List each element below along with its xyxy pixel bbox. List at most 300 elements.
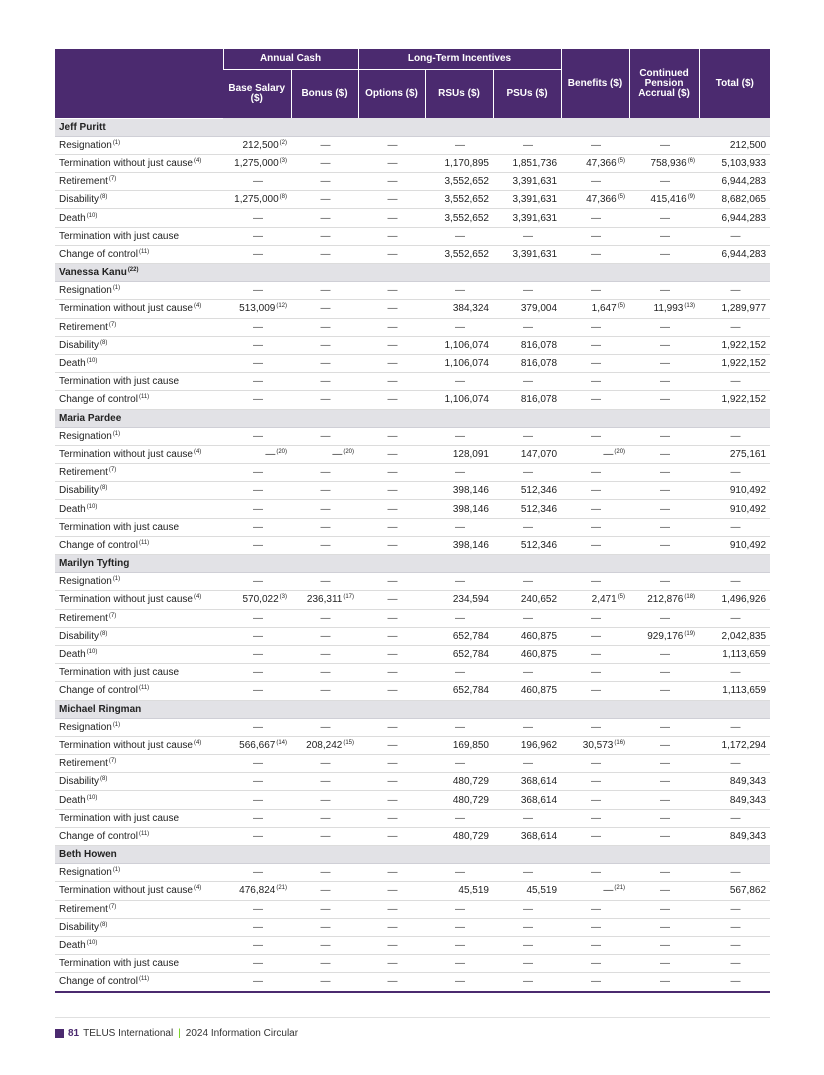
header-base-salary: Base Salary ($) — [223, 70, 291, 119]
cell-psus — [493, 391, 561, 409]
cell-value: 1,113,659 — [722, 649, 767, 661]
cell-rsus — [425, 336, 493, 354]
table-row — [55, 682, 770, 700]
cell-benefits — [561, 464, 629, 482]
cell-value: — — [660, 430, 671, 442]
footnote-ref: (18) — [684, 594, 696, 601]
cell-value: 234,594 — [452, 594, 489, 606]
table-row — [55, 645, 770, 663]
cell-psus — [493, 154, 561, 172]
cell-value: — — [387, 594, 398, 606]
cell-value: — — [320, 940, 331, 952]
footnote-ref: (4) — [193, 885, 202, 892]
cell-options — [358, 173, 425, 191]
event-label-text: Termination without just cause — [59, 448, 193, 460]
cell-psus — [493, 136, 561, 154]
cell-total — [699, 827, 770, 845]
cell-value: 1,275,000 — [234, 157, 279, 169]
cell-options — [358, 755, 425, 773]
cell-benefits — [561, 518, 629, 536]
cell-value: 212,500 — [242, 139, 279, 151]
cell-value: 212,500 — [729, 139, 767, 151]
footnote-ref: (11) — [138, 394, 150, 401]
cell-value: — — [660, 539, 671, 551]
cell-value: — — [253, 667, 263, 679]
cell-bonus — [291, 900, 358, 918]
cell-value: — — [660, 903, 671, 915]
page-footer — [55, 1028, 298, 1039]
cell-value: — — [730, 576, 741, 588]
cell-total — [699, 591, 770, 609]
cell-benefits — [561, 973, 629, 992]
cell-value: — — [253, 940, 263, 952]
cell-value: 3,391,631 — [512, 194, 558, 206]
cell-total — [699, 900, 770, 918]
event-label — [55, 464, 223, 482]
cell-benefits — [561, 536, 629, 554]
footnote-ref: (6) — [687, 157, 696, 164]
cell-bonus — [291, 354, 358, 372]
cell-psus — [493, 955, 561, 973]
cell-psus — [493, 827, 561, 845]
cell-pension — [629, 809, 699, 827]
cell-benefits — [561, 773, 629, 791]
cell-psus — [493, 191, 561, 209]
executive-name — [55, 555, 770, 573]
cell-bonus — [291, 682, 358, 700]
cell-rsus — [425, 664, 493, 682]
cell-value: — — [523, 921, 534, 933]
cell-bonus — [291, 736, 358, 754]
footnote-ref: (8) — [100, 485, 108, 492]
cell-value: 1,275,000 — [234, 194, 279, 206]
table-row — [55, 373, 770, 391]
cell-pension — [629, 282, 699, 300]
cell-value: — — [591, 940, 602, 952]
cell-value: 3,391,631 — [512, 212, 558, 224]
cell-value: — — [591, 503, 602, 515]
cell-value: — — [387, 739, 398, 751]
cell-value: — — [730, 867, 741, 879]
cell-value: — — [730, 667, 741, 679]
cell-value: — — [603, 885, 614, 897]
event-label — [55, 864, 223, 882]
cell-options — [358, 791, 425, 809]
cell-benefits — [561, 573, 629, 591]
cell-options — [358, 245, 425, 263]
cell-benefits — [561, 809, 629, 827]
cell-value: — — [523, 467, 534, 479]
table-row — [55, 227, 770, 245]
cell-pension — [629, 627, 699, 645]
cell-base-salary — [223, 318, 291, 336]
cell-value: — — [253, 958, 263, 970]
header-total: Total ($) — [699, 49, 770, 118]
table-row — [55, 955, 770, 973]
cell-value: — — [253, 321, 263, 333]
event-label-text: Termination with just cause — [59, 667, 180, 679]
cell-base-salary — [223, 936, 291, 954]
cell-value: — — [320, 612, 331, 624]
cell-value: — — [387, 630, 398, 642]
cell-base-salary — [223, 464, 291, 482]
cell-base-salary — [223, 209, 291, 227]
cell-total — [699, 354, 770, 372]
event-label — [55, 609, 223, 627]
cell-pension — [629, 136, 699, 154]
cell-total — [699, 136, 770, 154]
cell-pension — [629, 464, 699, 482]
cell-base-salary — [223, 191, 291, 209]
cell-value: — — [253, 776, 263, 788]
cell-psus — [493, 609, 561, 627]
cell-value: — — [387, 776, 398, 788]
cell-bonus — [291, 136, 358, 154]
footnote-ref: (7) — [108, 467, 117, 474]
cell-value: — — [455, 321, 465, 333]
footnote-ref: (1) — [112, 721, 121, 728]
table-row — [55, 354, 770, 372]
cell-value: 566,667 — [239, 739, 276, 751]
cell-value: — — [253, 903, 263, 915]
table-row — [55, 518, 770, 536]
cell-value: — — [660, 721, 671, 733]
cell-rsus — [425, 645, 493, 663]
cell-value: — — [523, 758, 534, 770]
event-label-text: Death — [59, 212, 86, 224]
cell-pension — [629, 682, 699, 700]
cell-base-salary — [223, 955, 291, 973]
event-label-text: Termination with just cause — [59, 230, 180, 242]
cell-rsus — [425, 736, 493, 754]
cell-value: — — [320, 758, 331, 770]
cell-value: — — [660, 867, 671, 879]
cell-value: — — [455, 521, 465, 533]
cell-value: 5,103,933 — [721, 157, 767, 169]
event-label — [55, 591, 223, 609]
table-row — [55, 718, 770, 736]
cell-pension — [629, 209, 699, 227]
footnote-ref: (2) — [279, 139, 287, 146]
cell-pension — [629, 154, 699, 172]
cell-value: — — [387, 285, 398, 297]
cell-value: — — [387, 667, 398, 679]
cell-value: — — [320, 867, 331, 879]
footnote-ref: (10) — [86, 503, 98, 510]
cell-options — [358, 427, 425, 445]
cell-benefits — [561, 300, 629, 318]
cell-total — [699, 536, 770, 554]
footnote-ref: (21) — [276, 885, 287, 892]
cell-psus — [493, 209, 561, 227]
cell-pension — [629, 373, 699, 391]
event-label — [55, 936, 223, 954]
cell-value: — — [320, 903, 331, 915]
header-group-annual-cash: Annual Cash — [223, 49, 358, 70]
footnote-ref: (9) — [687, 194, 696, 201]
cell-total — [699, 736, 770, 754]
cell-pension — [629, 300, 699, 318]
cell-value: — — [730, 285, 741, 297]
cell-base-salary — [223, 245, 291, 263]
cell-value: — — [591, 758, 602, 770]
footnote-ref: (14) — [276, 739, 287, 746]
cell-value: — — [320, 921, 331, 933]
cell-value: — — [591, 285, 602, 297]
cell-options — [358, 736, 425, 754]
cell-base-salary — [223, 864, 291, 882]
cell-rsus — [425, 936, 493, 954]
cell-psus — [493, 900, 561, 918]
cell-value: — — [591, 521, 602, 533]
event-label-text: Disability — [59, 194, 100, 206]
cell-benefits — [561, 245, 629, 263]
page-number: 81 — [68, 1028, 80, 1039]
cell-value: — — [320, 685, 331, 697]
cell-pension — [629, 227, 699, 245]
cell-value: — — [603, 448, 614, 460]
cell-value: 368,614 — [520, 794, 558, 806]
cell-total — [699, 482, 770, 500]
cell-value: 196,962 — [520, 739, 558, 751]
cell-value: — — [591, 630, 602, 642]
cell-pension — [629, 755, 699, 773]
cell-value: — — [660, 976, 671, 988]
cell-benefits — [561, 209, 629, 227]
footnote-ref: (8) — [100, 194, 108, 201]
cell-value: — — [387, 448, 398, 460]
cell-value: 758,936 — [650, 157, 687, 169]
cell-rsus — [425, 464, 493, 482]
cell-value: 1,106,074 — [444, 394, 489, 406]
header-options: Options ($) — [358, 70, 425, 119]
cell-value: — — [660, 230, 671, 242]
cell-rsus — [425, 827, 493, 845]
cell-psus — [493, 809, 561, 827]
cell-psus — [493, 645, 561, 663]
cell-pension — [629, 882, 699, 900]
cell-psus — [493, 336, 561, 354]
cell-value: — — [660, 685, 671, 697]
cell-total — [699, 282, 770, 300]
header-blank — [55, 49, 223, 118]
cell-pension — [629, 791, 699, 809]
cell-value: — — [253, 812, 263, 824]
event-label — [55, 391, 223, 409]
cell-value: — — [591, 394, 602, 406]
footnote-ref: (17) — [343, 594, 354, 601]
table-row — [55, 300, 770, 318]
cell-value: — — [320, 721, 331, 733]
event-label — [55, 300, 223, 318]
cell-value: — — [660, 812, 671, 824]
cell-base-salary — [223, 354, 291, 372]
cell-value: — — [253, 248, 263, 260]
cell-value: — — [660, 739, 671, 751]
cell-value: 147,070 — [520, 448, 558, 460]
cell-total — [699, 936, 770, 954]
cell-value: — — [320, 194, 331, 206]
cell-options — [358, 282, 425, 300]
cell-value: 513,009 — [239, 303, 276, 315]
footnote-ref: (1) — [112, 285, 121, 292]
header-continued-pension-accrual: Continued Pension Accrual ($) — [629, 49, 699, 118]
table-row — [55, 664, 770, 682]
cell-value: — — [253, 467, 263, 479]
cell-value: 368,614 — [520, 830, 558, 842]
cell-value: — — [455, 667, 465, 679]
cell-bonus — [291, 373, 358, 391]
cell-rsus — [425, 755, 493, 773]
cell-value: — — [387, 321, 398, 333]
cell-value: 512,346 — [520, 485, 558, 497]
footnote-ref: (10) — [86, 794, 98, 801]
cell-value: — — [591, 576, 602, 588]
cell-benefits — [561, 227, 629, 245]
cell-value: 1,496,926 — [721, 594, 767, 606]
cell-value: — — [253, 230, 263, 242]
cell-options — [358, 664, 425, 682]
cell-rsus — [425, 318, 493, 336]
table-row — [55, 464, 770, 482]
cell-value: — — [591, 721, 602, 733]
cell-value: 1,170,895 — [444, 157, 489, 169]
cell-value: — — [660, 248, 671, 260]
cell-bonus — [291, 591, 358, 609]
cell-options — [358, 391, 425, 409]
cell-rsus — [425, 609, 493, 627]
cell-options — [358, 973, 425, 992]
footer-document-title: 2024 Information Circular — [185, 1028, 299, 1039]
cell-bonus — [291, 318, 358, 336]
cell-psus — [493, 354, 561, 372]
cell-options — [358, 718, 425, 736]
event-label — [55, 354, 223, 372]
footnote-ref: (7) — [108, 758, 117, 765]
cell-value: 169,850 — [452, 739, 489, 751]
cell-benefits — [561, 336, 629, 354]
cell-value: — — [387, 794, 398, 806]
event-label-text: Death — [59, 358, 86, 370]
cell-value: — — [253, 339, 263, 351]
cell-base-salary — [223, 482, 291, 500]
cell-value: — — [320, 630, 331, 642]
cell-value: 1,106,074 — [444, 358, 489, 370]
footnote-ref: (11) — [138, 685, 150, 692]
cell-value: — — [320, 430, 331, 442]
cell-value: — — [455, 721, 465, 733]
cell-total — [699, 627, 770, 645]
severance-table — [55, 49, 770, 993]
cell-bonus — [291, 827, 358, 845]
footnote-ref: (19) — [684, 630, 696, 637]
cell-pension — [629, 573, 699, 591]
event-label — [55, 536, 223, 554]
cell-benefits — [561, 755, 629, 773]
cell-benefits — [561, 591, 629, 609]
cell-value: — — [320, 376, 331, 388]
cell-benefits — [561, 191, 629, 209]
footnote-ref: (4) — [193, 739, 202, 746]
cell-value: 30,573 — [582, 739, 614, 751]
cell-value: — — [320, 285, 331, 297]
cell-total — [699, 918, 770, 936]
event-label-text: Resignation — [59, 430, 112, 442]
cell-pension — [629, 427, 699, 445]
cell-benefits — [561, 955, 629, 973]
cell-value: 2,042,835 — [721, 630, 767, 642]
cell-value: — — [387, 903, 398, 915]
cell-value: — — [660, 285, 671, 297]
cell-value: 3,552,652 — [444, 176, 489, 188]
cell-value: — — [253, 685, 263, 697]
cell-value: 1,922,152 — [721, 339, 767, 351]
cell-base-salary — [223, 518, 291, 536]
cell-benefits — [561, 736, 629, 754]
cell-value: — — [591, 776, 602, 788]
footnote-ref: (10) — [86, 212, 98, 219]
cell-base-salary — [223, 900, 291, 918]
cell-total — [699, 973, 770, 992]
cell-total — [699, 755, 770, 773]
table-row — [55, 136, 770, 154]
cell-value: — — [523, 667, 534, 679]
cell-value: — — [660, 503, 671, 515]
cell-total — [699, 173, 770, 191]
cell-pension — [629, 482, 699, 500]
event-label — [55, 955, 223, 973]
cell-value: — — [591, 485, 602, 497]
footnote-ref: (5) — [617, 594, 626, 601]
footnote-ref: (5) — [617, 303, 626, 310]
cell-psus — [493, 573, 561, 591]
event-label-text: Retirement — [59, 903, 108, 915]
cell-base-salary — [223, 300, 291, 318]
cell-value: — — [660, 776, 671, 788]
cell-base-salary — [223, 755, 291, 773]
cell-value: — — [387, 339, 398, 351]
cell-value: 480,729 — [452, 776, 489, 788]
cell-value: — — [660, 649, 671, 661]
cell-value: 3,552,652 — [444, 194, 489, 206]
cell-options — [358, 627, 425, 645]
event-label-text: Retirement — [59, 467, 108, 479]
cell-options — [358, 936, 425, 954]
event-label-text: Disability — [59, 485, 100, 497]
cell-value: — — [591, 176, 602, 188]
cell-value: — — [320, 321, 331, 333]
footnote-ref: (5) — [617, 194, 626, 201]
event-label — [55, 736, 223, 754]
cell-total — [699, 645, 770, 663]
event-label-text: Termination with just cause — [59, 521, 180, 533]
cell-value: — — [320, 157, 331, 169]
cell-rsus — [425, 445, 493, 463]
cell-value: — — [387, 430, 398, 442]
cell-value: — — [523, 285, 534, 297]
cell-value: 910,492 — [729, 503, 767, 515]
event-label-text: Retirement — [59, 612, 108, 624]
cell-bonus — [291, 755, 358, 773]
table-row — [55, 627, 770, 645]
cell-total — [699, 154, 770, 172]
cell-value: — — [660, 612, 671, 624]
table-row — [55, 318, 770, 336]
cell-value: — — [387, 230, 398, 242]
cell-value: — — [523, 576, 534, 588]
cell-value: — — [253, 212, 263, 224]
cell-value: — — [591, 903, 602, 915]
